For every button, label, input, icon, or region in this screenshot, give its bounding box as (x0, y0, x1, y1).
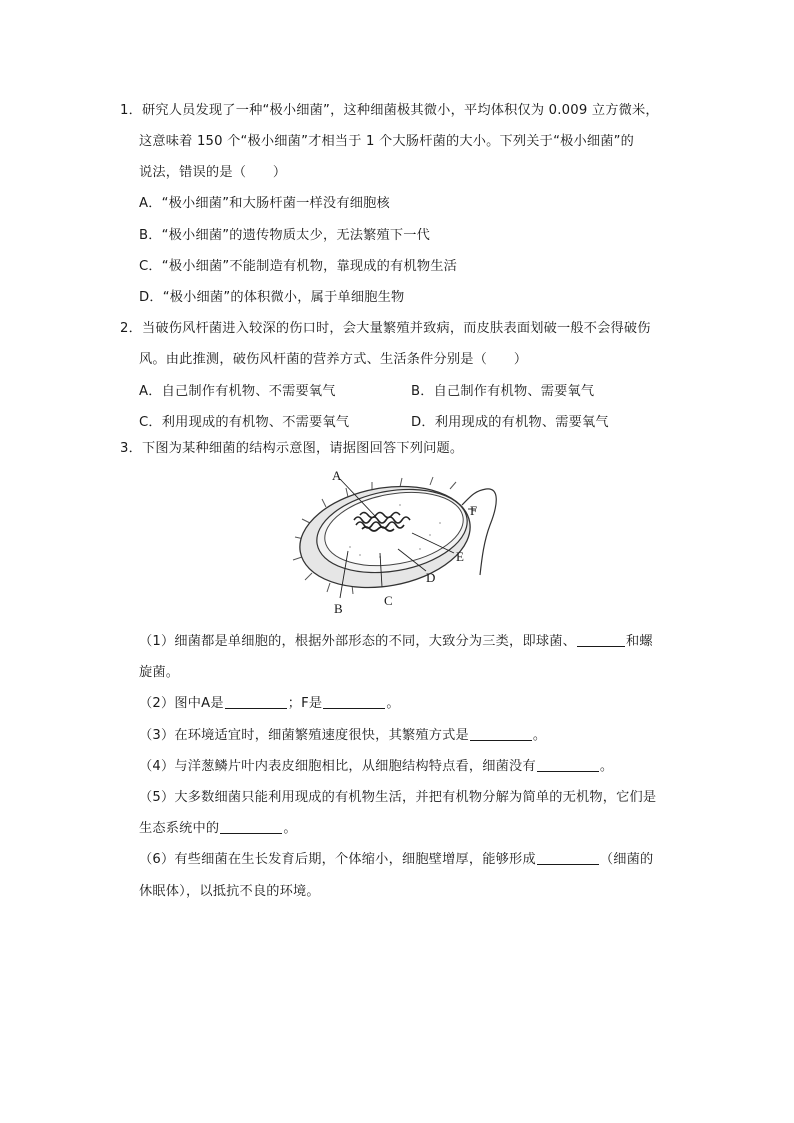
q2-option-c: C．利用现成的有机物、不需要氧气 (139, 415, 350, 430)
q2-option-d: D．利用现成的有机物、需要氧气 (411, 415, 609, 430)
label-a: A (332, 468, 342, 483)
q3-stem: 3．下图为某种细菌的结构示意图，请据图回答下列问题。 (120, 441, 464, 456)
q3-sub6-line-2: 休眠体），以抵抗不良的环境。 (139, 884, 320, 899)
label-f: F (470, 503, 478, 518)
q1-option-a: A．“极小细菌”和大肠杆菌一样没有细胞核 (139, 196, 390, 211)
q3-sub5-text-b: 。 (283, 821, 297, 836)
answer-blank-2b[interactable] (323, 694, 385, 709)
q3-sub5-line-2 (139, 819, 297, 839)
q3-sub5-line-1: （5）大多数细菌只能利用现成的有机物生活，并把有机物分解为简单的无机物，它们是 (139, 790, 657, 805)
q1-stem-line-3: 说法，错误的是（ ） (139, 165, 287, 180)
q1-option-b: B．“极小细菌”的遗传物质太少，无法繁殖下一代 (139, 228, 431, 243)
q2-option-a: A．自己制作有机物、不需要氧气 (139, 384, 336, 399)
q3-sub1-text: （1）细菌都是单细胞的，根据外部形态的不同，大致分为三类，即球菌、 (139, 634, 576, 649)
answer-blank-1[interactable] (577, 632, 625, 647)
q3-sub3-text-a: （3）在环境适宜时，细菌繁殖速度很快，其繁殖方式是 (139, 728, 469, 743)
q3-sub2-text-c: 。 (386, 696, 400, 711)
q2-stem-line-2: 风。由此推测，破伤风杆菌的营养方式、生活条件分别是（ ） (139, 352, 528, 367)
q1-stem-line-1: 1．研究人员发现了一种“极小细菌”，这种细菌极其微小，平均体积仅为 0.009 立方微米， (120, 103, 659, 118)
q3-sub2-text-b: ；F是 (287, 696, 323, 711)
answer-blank-2a[interactable] (225, 694, 287, 709)
q1-stem-line-2: 这意味着 150 个“极小细菌”才相当于 1 个大肠杆菌的大小。下列关于“极小细菌”的 (139, 134, 635, 149)
label-b: B (334, 601, 343, 615)
q3-sub4-line (139, 757, 613, 777)
q3-sub1-text-end: 和螺 (626, 634, 653, 649)
q3-sub6-text-b: （细菌的 (599, 852, 654, 867)
answer-blank-5[interactable] (220, 819, 282, 834)
q3-sub3-text-b: 。 (532, 728, 547, 743)
q3-sub3-line (139, 726, 546, 746)
q3-sub5-text-a: 生态系统中的 (139, 821, 220, 836)
label-c: C (384, 593, 393, 608)
q1-option-d: D．“极小细菌”的体积微小，属于单细胞生物 (139, 290, 405, 305)
answer-blank-6[interactable] (537, 850, 599, 865)
answer-blank-3[interactable] (470, 726, 532, 741)
answer-blank-4[interactable] (537, 757, 599, 772)
q3-sub1-line-1 (139, 632, 653, 652)
q3-sub2-line (139, 694, 400, 714)
q3-sub1-line-2: 旋菌。 (139, 665, 180, 680)
q2-option-b: B．自己制作有机物、需要氧气 (411, 384, 595, 399)
q3-sub6-line-1 (139, 850, 653, 870)
q2-stem-line-1: 2．当破伤风杆菌进入较深的伤口时，会大量繁殖并致病，而皮肤表面划破一般不会得破伤 (120, 321, 651, 336)
q3-sub4-text-a: （4）与洋葱鳞片叶内表皮细胞相比，从细胞结构特点看，细菌没有 (139, 759, 536, 774)
label-e: E (456, 549, 464, 564)
q3-sub2-text-a: （2）图中A是 (139, 696, 224, 711)
q1-option-c: C．“极小细菌”不能制造有机物，靠现成的有机物生活 (139, 259, 457, 274)
q3-sub6-text-a: （6）有些细菌在生长发育后期，个体缩小，细胞壁增厚，能够形成 (139, 852, 536, 867)
bacteria-structure-figure (290, 465, 510, 615)
q3-sub4-text-b: 。 (599, 759, 614, 774)
label-d: D (426, 570, 436, 585)
